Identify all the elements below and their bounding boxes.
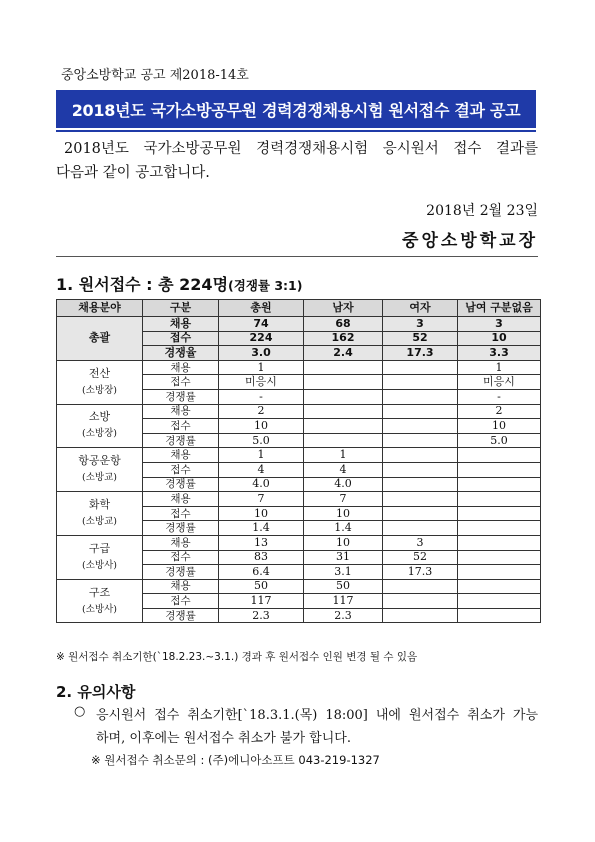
table-cell-field xyxy=(57,448,143,492)
table-cell-type: 채용 xyxy=(143,448,219,463)
table-note: ※ 원서접수 취소기한(`18.2.23.~3.1.) 경과 후 원서접수 인원 변경 될 수 있음 xyxy=(56,651,418,663)
table-cell-any xyxy=(458,462,541,477)
table-cell-any: 10 xyxy=(458,419,541,434)
page-title: 2018년도 국가소방공무원 경력경쟁채용시험 원서접수 결과 공고 xyxy=(56,90,536,128)
table-cell-male xyxy=(304,375,383,390)
table-cell-male xyxy=(304,419,383,434)
intro-paragraph xyxy=(56,137,538,185)
field-name: 화학 xyxy=(88,498,111,512)
section-divider xyxy=(56,256,538,257)
header-field: 채용분야 xyxy=(57,300,143,317)
table-cell-male: 3.1 xyxy=(304,565,383,580)
table-cell-total: 117 xyxy=(219,594,304,609)
table-cell-female xyxy=(383,419,458,434)
table-cell-male: 10 xyxy=(304,506,383,521)
notice-date: 2018년 2월 23일 xyxy=(426,203,538,219)
bullet-circle: ○ xyxy=(74,704,86,719)
table-cell-type: 접수 xyxy=(143,462,219,477)
table-cell-type: 채용 xyxy=(143,317,219,332)
field-rank: (소방교) xyxy=(82,516,117,528)
table-cell-any xyxy=(458,448,541,463)
table-cell-male: 4 xyxy=(304,462,383,477)
table-cell-female xyxy=(383,433,458,448)
table-cell-any: 1 xyxy=(458,360,541,375)
table-cell-female xyxy=(383,594,458,609)
table-cell-any: 3.3 xyxy=(458,346,541,361)
field-rank: (소방교) xyxy=(82,472,117,484)
notice-number: 중앙소방학교 공고 제2018-14호 xyxy=(61,68,249,83)
field-name: 소방 xyxy=(88,410,111,424)
field-rank: (소방장) xyxy=(82,428,117,440)
table-cell-male: 2.3 xyxy=(304,608,383,623)
table-cell-type: 경쟁률 xyxy=(143,521,219,536)
intro-line-1: 2018년도 국가소방공무원 경력경쟁채용시험 응시원서 접수 결과를 xyxy=(64,141,538,157)
table-cell-field xyxy=(57,404,143,448)
table-cell-total: - xyxy=(219,389,304,404)
table-cell-type: 채용 xyxy=(143,579,219,594)
table-row xyxy=(57,448,541,463)
table-cell-type: 채용 xyxy=(143,360,219,375)
table-cell-type: 접수 xyxy=(143,506,219,521)
intro-line-2: 다음과 같이 공고합니다. xyxy=(56,165,210,181)
header-total: 총원 xyxy=(219,300,304,317)
table-cell-female: 17.3 xyxy=(383,565,458,580)
table-cell-type: 접수 xyxy=(143,594,219,609)
title-underline xyxy=(56,130,536,132)
table-cell-male: 10 xyxy=(304,535,383,550)
table-cell-female xyxy=(383,389,458,404)
table-cell-total: 6.4 xyxy=(219,565,304,580)
table-row xyxy=(57,360,541,375)
signer: 중앙소방학교장 xyxy=(402,231,538,251)
field-name: 구조 xyxy=(88,585,111,599)
table-cell-any xyxy=(458,506,541,521)
table-cell-female: 17.3 xyxy=(383,346,458,361)
field-rank: (소방사) xyxy=(82,559,117,571)
field-name: 구급 xyxy=(88,541,111,555)
table-cell-type: 경쟁율 xyxy=(143,346,219,361)
table-cell-male: 1.4 xyxy=(304,521,383,536)
notice-item xyxy=(96,704,538,750)
table-cell-total: 미응시 xyxy=(219,375,304,390)
table-cell-any: 5.0 xyxy=(458,433,541,448)
table-cell-female xyxy=(383,404,458,419)
table-cell-female xyxy=(383,448,458,463)
table-cell-any xyxy=(458,492,541,507)
table-cell-male xyxy=(304,433,383,448)
table-cell-any xyxy=(458,521,541,536)
table-cell-field xyxy=(57,360,143,404)
table-cell-any: 10 xyxy=(458,331,541,346)
table-cell-male: 31 xyxy=(304,550,383,565)
table-cell-any: 3 xyxy=(458,317,541,332)
table-cell-male: 2.4 xyxy=(304,346,383,361)
table-cell-any: 미응시 xyxy=(458,375,541,390)
table-cell-total: 1 xyxy=(219,360,304,375)
table-cell-type: 경쟁률 xyxy=(143,433,219,448)
table-cell-type: 접수 xyxy=(143,331,219,346)
table-cell-any xyxy=(458,565,541,580)
table-cell-field xyxy=(57,535,143,579)
table-cell-any xyxy=(458,579,541,594)
table-row xyxy=(57,579,541,594)
table-cell-male xyxy=(304,404,383,419)
table-cell-total: 224 xyxy=(219,331,304,346)
table-cell-type: 경쟁률 xyxy=(143,477,219,492)
table-cell-total: 74 xyxy=(219,317,304,332)
header-type: 구분 xyxy=(143,300,219,317)
table-cell-type: 채용 xyxy=(143,535,219,550)
table-cell-type: 접수 xyxy=(143,419,219,434)
field-name: 전산 xyxy=(88,366,111,380)
table-cell-type: 채용 xyxy=(143,492,219,507)
contact-note: ※ 원서접수 취소문의 : (주)에니아소프트 043-219-1327 xyxy=(91,753,380,767)
results-table xyxy=(56,299,541,623)
table-row-total xyxy=(57,317,541,332)
table-cell-male xyxy=(304,389,383,404)
table-cell-female xyxy=(383,506,458,521)
header-male: 남자 xyxy=(304,300,383,317)
table-cell-female: 52 xyxy=(383,331,458,346)
table-cell-any: - xyxy=(458,389,541,404)
table-cell-male xyxy=(304,360,383,375)
table-cell-male: 68 xyxy=(304,317,383,332)
table-cell-female xyxy=(383,477,458,492)
table-cell-total: 1.4 xyxy=(219,521,304,536)
table-cell-any xyxy=(458,594,541,609)
table-cell-field xyxy=(57,579,143,623)
table-cell-male: 117 xyxy=(304,594,383,609)
table-cell-male: 1 xyxy=(304,448,383,463)
table-cell-female xyxy=(383,492,458,507)
table-cell-type: 채용 xyxy=(143,404,219,419)
table-cell-total: 83 xyxy=(219,550,304,565)
table-row xyxy=(57,492,541,507)
table-row xyxy=(57,404,541,419)
table-header-row xyxy=(57,300,541,317)
table-cell-total: 7 xyxy=(219,492,304,507)
table-cell-type: 접수 xyxy=(143,375,219,390)
table-cell-any xyxy=(458,535,541,550)
table-cell-total: 3.0 xyxy=(219,346,304,361)
table-cell-total: 5.0 xyxy=(219,433,304,448)
table-cell-female: 52 xyxy=(383,550,458,565)
section-2-title: 2. 유의사항 xyxy=(56,683,136,701)
table-cell-field xyxy=(57,492,143,536)
table-cell-female xyxy=(383,579,458,594)
table-cell-any xyxy=(458,608,541,623)
table-cell-type: 경쟁률 xyxy=(143,565,219,580)
table-cell-total: 2.3 xyxy=(219,608,304,623)
section-1-title: 1. 원서접수 : 총 224명 xyxy=(56,275,229,294)
section-1-heading xyxy=(56,272,302,295)
table-cell-female xyxy=(383,608,458,623)
section-1-subtitle: (경쟁률 3:1) xyxy=(228,278,303,293)
notice-item-line-2: 하며, 이후에는 원서접수 취소가 불가 합니다. xyxy=(96,731,351,746)
table-cell-any xyxy=(458,477,541,492)
table-cell-total: 2 xyxy=(219,404,304,419)
table-cell-field: 총괄 xyxy=(57,317,143,361)
table-cell-male: 4.0 xyxy=(304,477,383,492)
table-cell-female: 3 xyxy=(383,317,458,332)
table-cell-any: 2 xyxy=(458,404,541,419)
table-cell-female xyxy=(383,375,458,390)
field-rank: (소방사) xyxy=(82,603,117,615)
table-cell-any xyxy=(458,550,541,565)
notice-item-line-1: 응시원서 접수 취소기한[`18.3.1.(목) 18:00] 내에 원서접수 취소가 가능 xyxy=(96,708,538,723)
table-cell-female xyxy=(383,462,458,477)
table-cell-female xyxy=(383,521,458,536)
table-cell-type: 경쟁률 xyxy=(143,389,219,404)
table-cell-type: 접수 xyxy=(143,550,219,565)
table-cell-male: 7 xyxy=(304,492,383,507)
table-cell-total: 13 xyxy=(219,535,304,550)
table-cell-total: 1 xyxy=(219,448,304,463)
table-cell-male: 162 xyxy=(304,331,383,346)
table-cell-total: 10 xyxy=(219,506,304,521)
table-cell-total: 50 xyxy=(219,579,304,594)
table-row xyxy=(57,535,541,550)
table-cell-total: 4.0 xyxy=(219,477,304,492)
table-cell-total: 10 xyxy=(219,419,304,434)
table-cell-male: 50 xyxy=(304,579,383,594)
field-rank: (소방장) xyxy=(82,384,117,396)
table-cell-female xyxy=(383,360,458,375)
table-cell-total: 4 xyxy=(219,462,304,477)
header-female: 여자 xyxy=(383,300,458,317)
header-any: 남여 구분없음 xyxy=(458,300,541,317)
table-cell-female: 3 xyxy=(383,535,458,550)
field-name: 항공운항 xyxy=(78,454,121,468)
table-cell-type: 경쟁률 xyxy=(143,608,219,623)
